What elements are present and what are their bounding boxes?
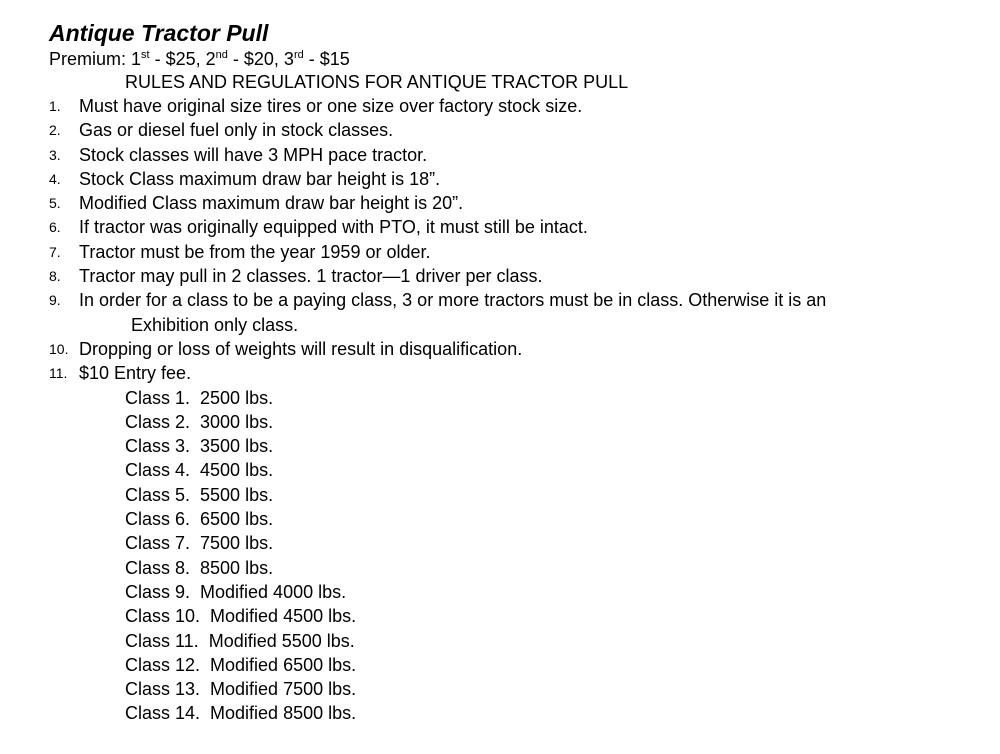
rule-item	[49, 288, 989, 337]
rule-item	[49, 264, 989, 288]
premium-second-amount: - $20,	[227, 49, 284, 69]
rule-item	[49, 240, 989, 264]
premium-third-sup: rd	[293, 49, 304, 61]
weight-classes-list	[49, 386, 989, 726]
rule-item	[49, 94, 989, 118]
weight-class-item: Class 6. 6500 lbs.	[125, 509, 274, 530]
premium-first-sup: st	[141, 49, 150, 61]
rule-item	[49, 167, 989, 191]
rule-text: Modified Class maximum draw bar height is 20”.	[79, 193, 464, 214]
premium-third-num: 3	[283, 49, 294, 69]
rule-text: $10 Entry fee.	[79, 363, 192, 384]
rule-text: Gas or diesel fuel only in stock classes.	[79, 120, 394, 141]
rule-number: 3.	[49, 146, 61, 163]
premium-third-amount: - $15	[303, 49, 350, 69]
weight-class-item: Class 7. 7500 lbs.	[125, 533, 274, 554]
weight-class-item: Class 9. Modified 4000 lbs.	[125, 581, 347, 602]
rule-item	[49, 215, 989, 239]
rule-number: 1.	[49, 98, 61, 114]
document-title: Antique Tractor Pull	[49, 20, 269, 46]
weight-class-item: Class 4. 4500 lbs.	[125, 460, 274, 481]
rule-number: 10.	[49, 340, 69, 357]
rule-text-continuation: Exhibition only class.	[131, 314, 299, 335]
premium-second-sup: nd	[215, 49, 228, 61]
premium-line	[49, 48, 989, 70]
rule-text: Stock Class maximum draw bar height is 18”.	[79, 168, 441, 189]
weight-class-item: Class 12. Modified 6500 lbs.	[125, 654, 357, 675]
rule-item	[49, 118, 989, 142]
rule-item	[49, 143, 989, 167]
weight-class-item: Class 13. Modified 7500 lbs.	[125, 679, 357, 700]
weight-class-item: Class 5. 5500 lbs.	[125, 484, 274, 505]
weight-class-item: Class 10. Modified 4500 lbs.	[125, 606, 357, 627]
rule-number: 8.	[49, 268, 61, 285]
rule-item	[49, 361, 989, 385]
weight-class-item: Class 11. Modified 5500 lbs.	[125, 630, 355, 651]
premium-first-amount: - $25,	[149, 49, 206, 69]
rule-text: In order for a class to be a paying class, 3 or more tractors must be in class. Otherwise it is an	[79, 290, 827, 311]
rule-text-wrapper	[79, 288, 989, 337]
weight-class-item: Class 1. 2500 lbs.	[125, 387, 274, 408]
rule-number: 7.	[49, 243, 61, 260]
rule-number: 11.	[49, 365, 68, 382]
document-page	[49, 18, 989, 726]
rule-text: Tractor may pull in 2 classes. 1 tractor—1 driver per class.	[79, 266, 543, 287]
rules-heading: RULES AND REGULATIONS FOR ANTIQUE TRACTOR PULL	[125, 72, 629, 92]
premium-second-num: 2	[205, 49, 216, 69]
rule-item	[49, 337, 989, 361]
rule-text: If tractor was originally equipped with PTO, it must still be intact.	[79, 217, 588, 238]
weight-class-item: Class 14. Modified 8500 lbs.	[125, 703, 357, 724]
rule-text: Must have original size tires or one size over factory stock size.	[79, 96, 583, 116]
rule-number: 9.	[49, 292, 61, 309]
rule-text: Stock classes will have 3 MPH pace tractor.	[79, 144, 428, 165]
premium-first-num: 1	[131, 49, 142, 69]
rule-item	[49, 191, 989, 215]
rules-list	[49, 94, 989, 386]
rule-number: 2.	[49, 122, 61, 139]
rule-text: Dropping or loss of weights will result in disqualification.	[79, 338, 523, 359]
rule-number: 6.	[49, 219, 61, 236]
premium-label: Premium:	[49, 49, 132, 69]
weight-class-item: Class 8. 8500 lbs.	[125, 557, 274, 578]
rule-number: 4.	[49, 170, 61, 187]
rule-number: 5.	[49, 195, 61, 212]
rule-text: Tractor must be from the year 1959 or older.	[79, 241, 431, 262]
weight-class-item: Class 3. 3500 lbs.	[125, 436, 274, 457]
weight-class-item: Class 2. 3000 lbs.	[125, 411, 274, 432]
